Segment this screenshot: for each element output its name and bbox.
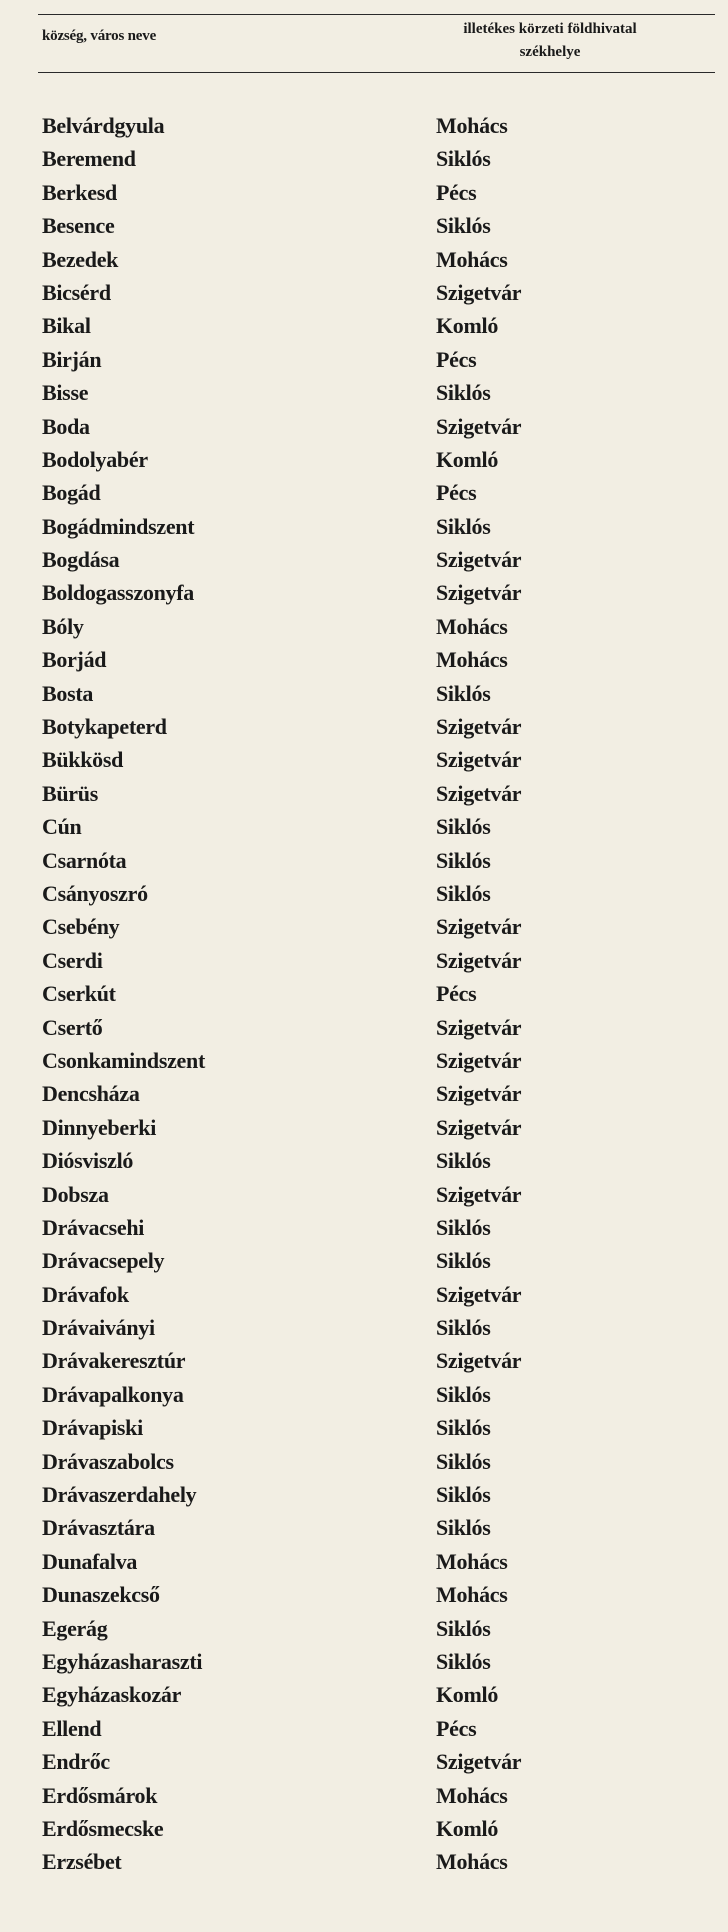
land-office-seat: Szigetvár — [436, 279, 522, 305]
table-row — [0, 1278, 728, 1311]
town-name: Egyházasharaszti — [42, 1648, 203, 1674]
town-name: Diósviszló — [42, 1148, 134, 1174]
table-row — [0, 176, 728, 209]
table-row — [0, 1378, 728, 1411]
table-row — [0, 910, 728, 943]
town-name: Erzsébet — [42, 1849, 122, 1875]
town-name: Bikal — [42, 313, 91, 339]
town-name: Csányoszró — [42, 880, 148, 906]
land-office-seat: Szigetvár — [436, 1047, 522, 1073]
table-row — [0, 1478, 728, 1511]
land-office-seat: Siklós — [436, 1381, 491, 1407]
table-row — [0, 777, 728, 810]
column-header-office-line2: székhelye — [519, 44, 581, 60]
town-name: Bóly — [42, 613, 84, 639]
town-name: Dencsháza — [42, 1081, 140, 1107]
table-row — [0, 309, 728, 342]
table-row — [0, 443, 728, 476]
town-name: Bisse — [42, 380, 89, 406]
table-row — [0, 844, 728, 877]
land-office-seat: Siklós — [436, 1615, 491, 1641]
town-office-table — [0, 109, 728, 1879]
land-office-seat: Pécs — [436, 480, 477, 506]
table-row — [0, 543, 728, 576]
land-office-seat: Siklós — [436, 146, 491, 172]
land-office-seat: Szigetvár — [436, 547, 522, 573]
table-row — [0, 1645, 728, 1678]
land-office-seat: Siklós — [436, 1648, 491, 1674]
town-name: Birján — [42, 346, 102, 372]
table-row — [0, 810, 728, 843]
table-row — [0, 343, 728, 376]
table-row — [0, 576, 728, 609]
land-office-seat: Siklós — [436, 1248, 491, 1274]
land-office-seat: Szigetvár — [436, 1014, 522, 1040]
land-office-seat: Komló — [436, 1815, 499, 1841]
table-row — [0, 977, 728, 1010]
table-row — [0, 1211, 728, 1244]
land-office-seat: Mohács — [436, 647, 508, 673]
town-name: Belvárdgyula — [42, 113, 165, 138]
town-name: Cún — [42, 814, 82, 840]
table-row — [0, 276, 728, 309]
header-top-rule — [38, 14, 715, 15]
land-office-seat: Pécs — [436, 981, 477, 1007]
table-row — [0, 877, 728, 910]
table-row — [0, 1612, 728, 1645]
land-office-seat: Mohács — [436, 246, 508, 272]
table-row — [0, 476, 728, 509]
town-name: Bogádmindszent — [42, 513, 195, 539]
town-name: Drávacsehi — [42, 1214, 145, 1240]
town-name: Boldogasszonyfa — [42, 580, 194, 606]
land-office-seat: Siklós — [436, 847, 491, 873]
land-office-seat: Mohács — [436, 113, 508, 138]
table-row — [0, 1712, 728, 1745]
town-name: Drávaszabolcs — [42, 1448, 174, 1474]
town-name: Bezedek — [42, 246, 119, 272]
land-office-seat: Szigetvár — [436, 580, 522, 606]
table-row — [0, 743, 728, 776]
land-office-seat: Szigetvár — [436, 947, 522, 973]
land-office-seat: Szigetvár — [436, 1749, 522, 1775]
town-name: Bosta — [42, 680, 94, 706]
town-name: Bürüs — [42, 780, 98, 806]
land-office-seat: Pécs — [436, 179, 477, 205]
table-row — [0, 1845, 728, 1878]
land-office-seat: Siklós — [436, 1515, 491, 1541]
town-name: Drávasztára — [42, 1515, 155, 1541]
table-row — [0, 376, 728, 409]
land-office-seat: Szigetvár — [436, 1181, 522, 1207]
column-header-town: község, város neve — [42, 28, 157, 44]
town-name: Egyházaskozár — [42, 1682, 182, 1708]
table-row — [0, 1178, 728, 1211]
land-office-seat: Siklós — [436, 1148, 491, 1174]
town-name: Bogdása — [42, 547, 120, 573]
table-row — [0, 1745, 728, 1778]
land-office-seat: Mohács — [436, 613, 508, 639]
town-name: Borjád — [42, 647, 107, 673]
table-row — [0, 1077, 728, 1110]
town-name: Besence — [42, 213, 115, 239]
town-name: Dobsza — [42, 1181, 109, 1207]
town-name: Drávakeresztúr — [42, 1348, 186, 1374]
town-name: Csonkamindszent — [42, 1047, 205, 1073]
table-row — [0, 710, 728, 743]
town-name: Erdősmárok — [42, 1782, 158, 1808]
column-header-office-line1: illetékes körzeti földhivatal — [463, 21, 637, 37]
town-name: Csebény — [42, 914, 120, 940]
land-office-seat: Siklós — [436, 1315, 491, 1341]
land-office-seat: Szigetvár — [436, 714, 522, 740]
table-row — [0, 944, 728, 977]
town-name: Drávacsepely — [42, 1248, 165, 1274]
land-office-seat: Mohács — [436, 1582, 508, 1608]
table-row — [0, 1779, 728, 1812]
column-header-office — [400, 18, 700, 64]
table-row — [0, 1812, 728, 1845]
land-office-seat: Szigetvár — [436, 1348, 522, 1374]
town-name: Bogád — [42, 480, 101, 506]
land-office-seat: Mohács — [436, 1782, 508, 1808]
town-name: Egerág — [42, 1615, 108, 1641]
town-name: Drávaszerdahely — [42, 1482, 197, 1508]
table-row — [0, 1111, 728, 1144]
table-row — [0, 1411, 728, 1444]
land-office-seat: Mohács — [436, 1849, 508, 1875]
table-row — [0, 1678, 728, 1711]
town-name: Csarnóta — [42, 847, 127, 873]
table-row — [0, 677, 728, 710]
town-name: Bodolyabér — [42, 446, 148, 472]
town-name: Drávapalkonya — [42, 1381, 184, 1407]
land-office-seat: Siklós — [436, 880, 491, 906]
table-row — [0, 142, 728, 175]
land-office-seat: Szigetvár — [436, 1281, 522, 1307]
land-office-seat: Pécs — [436, 346, 477, 372]
town-name: Dunafalva — [42, 1548, 138, 1574]
land-office-seat: Szigetvár — [436, 1081, 522, 1107]
land-office-seat: Siklós — [436, 1482, 491, 1508]
header-bottom-rule — [38, 72, 715, 73]
town-name: Bükkösd — [42, 747, 124, 773]
table-row — [0, 1044, 728, 1077]
table-row — [0, 1578, 728, 1611]
land-office-seat: Siklós — [436, 680, 491, 706]
table-row — [0, 643, 728, 676]
town-name: Drávaiványi — [42, 1315, 155, 1341]
land-office-seat: Szigetvár — [436, 1114, 522, 1140]
town-name: Drávapiski — [42, 1415, 143, 1441]
table-row — [0, 1511, 728, 1544]
land-office-seat: Siklós — [436, 380, 491, 406]
town-name: Beremend — [42, 146, 136, 172]
town-name: Endrőc — [42, 1749, 110, 1775]
table-row — [0, 1545, 728, 1578]
table-row — [0, 1011, 728, 1044]
table-row — [0, 1344, 728, 1377]
town-name: Csertő — [42, 1014, 103, 1040]
land-office-seat: Siklós — [436, 513, 491, 539]
land-office-seat: Komló — [436, 313, 499, 339]
land-office-seat: Mohács — [436, 1548, 508, 1574]
table-row — [0, 1244, 728, 1277]
land-office-seat: Pécs — [436, 1715, 477, 1741]
town-name: Botykapeterd — [42, 714, 167, 740]
land-office-seat: Siklós — [436, 1214, 491, 1240]
land-office-seat: Siklós — [436, 1415, 491, 1441]
town-name: Dinnyeberki — [42, 1114, 157, 1140]
table-row — [0, 243, 728, 276]
table-row — [0, 1311, 728, 1344]
table-row — [0, 1144, 728, 1177]
town-name: Drávafok — [42, 1281, 129, 1307]
town-name: Ellend — [42, 1715, 102, 1741]
table-row — [0, 109, 728, 142]
town-name: Dunaszekcső — [42, 1582, 160, 1608]
town-name: Erdősmecske — [42, 1815, 164, 1841]
land-office-seat: Szigetvár — [436, 780, 522, 806]
town-name: Boda — [42, 413, 90, 439]
land-office-seat: Szigetvár — [436, 413, 522, 439]
town-name: Bicsérd — [42, 279, 111, 305]
table-row — [0, 209, 728, 242]
land-office-seat: Siklós — [436, 1448, 491, 1474]
land-office-seat: Komló — [436, 446, 499, 472]
table-row — [0, 610, 728, 643]
town-name: Berkesd — [42, 179, 117, 205]
land-office-seat: Siklós — [436, 213, 491, 239]
town-name: Cserkút — [42, 981, 116, 1007]
table-row — [0, 410, 728, 443]
land-office-seat: Szigetvár — [436, 747, 522, 773]
land-office-seat: Siklós — [436, 814, 491, 840]
land-office-seat: Komló — [436, 1682, 499, 1708]
land-office-seat: Szigetvár — [436, 914, 522, 940]
table-row — [0, 510, 728, 543]
table-row — [0, 1445, 728, 1478]
town-name: Cserdi — [42, 947, 103, 973]
